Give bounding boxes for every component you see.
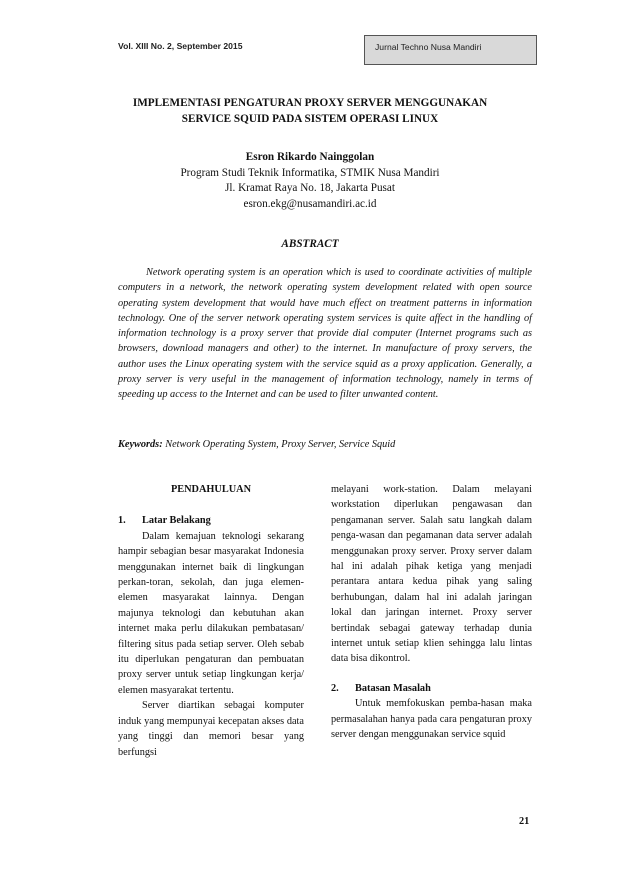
paper-title xyxy=(80,95,540,127)
volume-info: Vol. XIII No. 2, September 2015 xyxy=(118,41,243,51)
paragraph-2: Server diartikan sebagai komputer induk yang mempunyai kecepatan akses data yang tinggi dan memori besar yang berfungsi xyxy=(118,700,304,758)
page-number: 21 xyxy=(519,816,530,827)
abstract-text: Network operating system is an operation which is used to coordinate activities of multiple computers in a network, the network operating system development related with open source operating system development that would have much effect on treatment patterns in information technology. One of the server network operating system services is quite affect in the handling of information technology is a proxy server that provide dial computer (Internet programs such as browsers, download managers and other) to the internet. In manufacture of proxy servers, the author uses the Linux operating system with the service squid as a proxy application. Generally, a proxy server is very useful in the management of information technology, namely in terms of speeding up access to the Internet and can be used to filter unwanted content. xyxy=(118,267,532,401)
subsection-2-title: Batasan Masalah xyxy=(355,682,431,694)
title-line-2: SERVICE SQUID PADA SISTEM OPERASI LINUX xyxy=(181,113,439,125)
author-address: Jl. Kramat Raya No. 18, Jakarta Pusat xyxy=(225,182,395,194)
journal-name: Jurnal Techno Nusa Mandiri xyxy=(375,42,482,52)
abstract-heading: ABSTRACT xyxy=(281,238,339,250)
title-line-1: IMPLEMENTASI PENGATURAN PROXY SERVER MENGGUNAKAN xyxy=(132,97,488,109)
subsection-1-number: 1. xyxy=(118,515,126,527)
author-name: Esron Rikardo Nainggolan xyxy=(245,151,375,163)
subsection-2-heading xyxy=(331,681,532,696)
author-affiliation: Program Studi Teknik Informatika, STMIK Nusa Mandiri xyxy=(180,166,440,179)
right-column xyxy=(331,482,532,743)
subsection-1-heading xyxy=(118,513,304,528)
subsection-1-title: Latar Belakang xyxy=(142,515,211,527)
section-title: PENDAHULUAN xyxy=(170,484,252,495)
author-block xyxy=(80,150,540,212)
journal-name-box xyxy=(364,35,537,65)
paragraph-1: Dalam kemajuan teknologi sekarang hampir sebagian besar masyarakat Indonesia menggunakan internet baik di lingkungan perkan-toran, sekolah, dan juga elemen-elemen masyarakat lainnya. Dengan majunya teknologi dan kebutuhan akan internet maka perlu dilakukan pembatasan/ filtering situs pada setiap server. Oleh sebab itu diperlukan pengaturan dan pembuatan proxy server untuk setiap lingkungan kerja/ elemen masyarakat tertentu. xyxy=(118,530,304,696)
left-column xyxy=(118,482,304,760)
paragraph-4: Untuk memfokuskan pemba-hasan maka permasalahan hanya pada cara pengaturan proxy server dengan menggunakan service squid xyxy=(331,698,532,741)
paragraph-3: melayani work-station. Dalam melayani workstation diperlukan pengawasan dan pengamanan server. Salah satu langkah dalam penga-wasan dan pegamanan data server adalah menggunakan proxy server. Proxy server dalam hal ini adalah pihak ketiga yang menjadi perantara antara kedua pihak yang saling berhubungan, dalam hal ini adalah jaringan lokal dan jaringan internet. Proxy server bertindak sebagai gateway terhadap dunia internet untuk setiap klien sehingga lalu lintas data bisa dikontrol. xyxy=(331,484,532,665)
keywords-label: Keywords: xyxy=(118,439,163,450)
keywords-text: Network Operating System, Proxy Server, Service Squid xyxy=(162,439,396,450)
author-email: esron.ekg@nusamandiri.ac.id xyxy=(243,197,377,210)
keywords-line xyxy=(118,439,395,450)
subsection-2-number: 2. xyxy=(331,682,339,694)
